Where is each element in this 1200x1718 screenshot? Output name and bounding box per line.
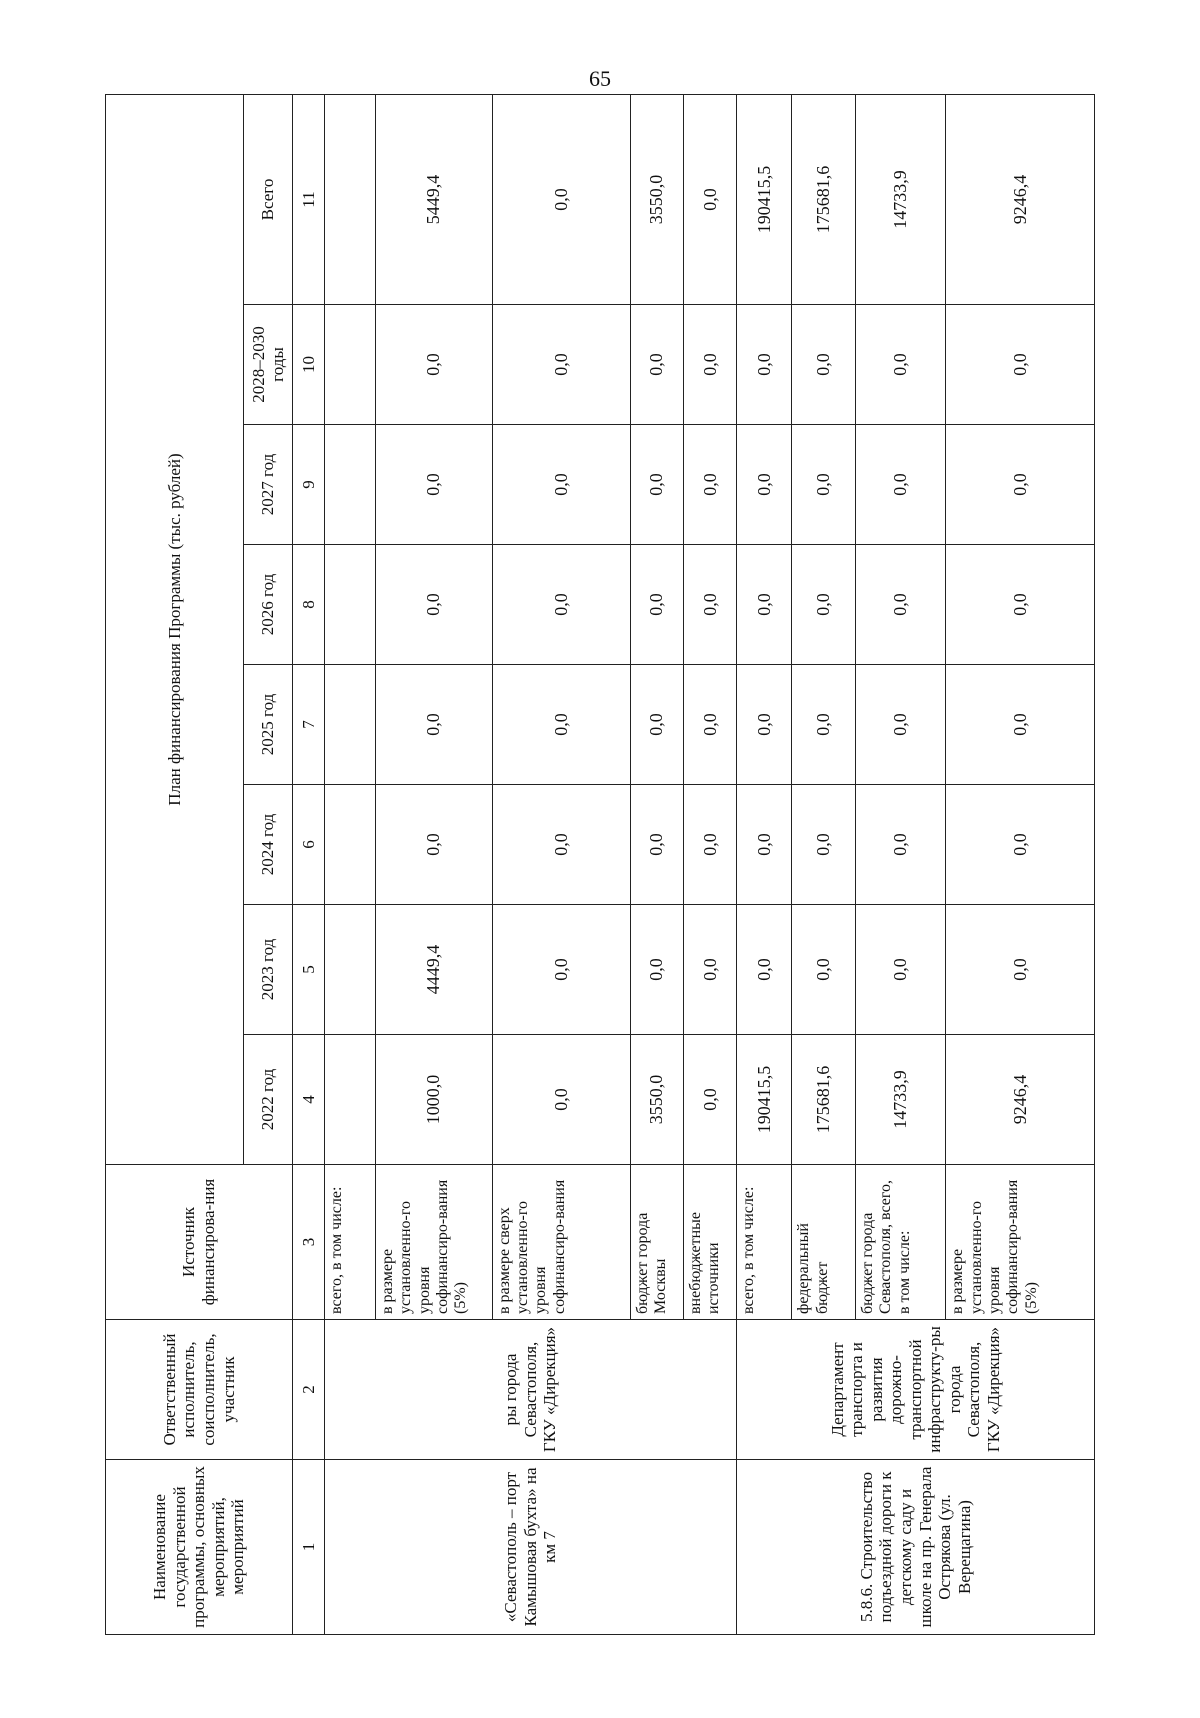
column-number: 8 [293, 545, 325, 665]
amount-cell: 0,0 [683, 1035, 736, 1165]
amount-cell: 0,0 [492, 95, 630, 305]
amount-cell: 0,0 [737, 665, 792, 785]
amount-cell: 0,0 [630, 305, 683, 425]
header-year: 2024 год [244, 785, 293, 905]
amount-cell: 0,0 [630, 785, 683, 905]
amount-cell: 0,0 [492, 1035, 630, 1165]
amount-cell: 0,0 [946, 785, 1095, 905]
amount-cell: 0,0 [792, 545, 856, 665]
amount-cell: 0,0 [737, 785, 792, 905]
funding-source: в размере сверх установленно-го уровня софинансиро-вания [492, 1165, 630, 1320]
header-year: 2022 год [244, 1035, 293, 1165]
amount-cell: 0,0 [855, 785, 945, 905]
amount-cell: 0,0 [630, 665, 683, 785]
amount-cell: 0,0 [855, 545, 945, 665]
funding-source: всего, в том числе: [737, 1165, 792, 1320]
amount-cell: 14733,9 [855, 95, 945, 305]
amount-cell: 175681,6 [792, 95, 856, 305]
column-numbers-row [293, 95, 325, 1635]
amount-cell: 0,0 [792, 785, 856, 905]
funding-source: всего, в том числе: [324, 1165, 375, 1320]
amount-cell: 0,0 [855, 425, 945, 545]
amount-cell: 0,0 [855, 665, 945, 785]
amount-cell: 0,0 [492, 305, 630, 425]
column-number: 5 [293, 905, 325, 1035]
amount-cell: 1000,0 [375, 1035, 492, 1165]
amount-cell: 0,0 [492, 545, 630, 665]
header-source: Источник финансирова-ния [106, 1165, 293, 1320]
amount-cell [324, 905, 375, 1035]
amount-cell: 0,0 [683, 665, 736, 785]
header-year: 2026 год [244, 545, 293, 665]
amount-cell [324, 95, 375, 305]
amount-cell: 0,0 [630, 905, 683, 1035]
amount-cell: 0,0 [630, 425, 683, 545]
responsible-executor: Департамент транспорта и развития дорожно-транспортной инфраструкту-ры города Севастополя, ГКУ «Дирекция» [737, 1320, 1095, 1460]
amount-cell: 0,0 [683, 305, 736, 425]
column-number: 1 [293, 1460, 325, 1635]
amount-cell: 3550,0 [630, 95, 683, 305]
amount-cell: 0,0 [737, 905, 792, 1035]
amount-cell: 0,0 [946, 905, 1095, 1035]
amount-cell: 0,0 [492, 665, 630, 785]
funding-source: в размере установленно-го уровня софинансиро-вания (5%) [946, 1165, 1095, 1320]
column-number: 3 [293, 1165, 325, 1320]
amount-cell [324, 305, 375, 425]
amount-cell: 0,0 [946, 665, 1095, 785]
amount-cell: 0,0 [375, 545, 492, 665]
header-row-1 [106, 95, 244, 1635]
amount-cell: 0,0 [737, 545, 792, 665]
amount-cell: 190415,5 [737, 1035, 792, 1165]
amount-cell [324, 545, 375, 665]
amount-cell: 0,0 [375, 425, 492, 545]
amount-cell [324, 1035, 375, 1165]
header-year: 2023 год [244, 905, 293, 1035]
amount-cell: 0,0 [792, 665, 856, 785]
amount-cell: 0,0 [946, 545, 1095, 665]
funding-source: внебюджетные источники [683, 1165, 736, 1320]
table-row [737, 95, 792, 1635]
header-name: Наименование государственной программы, основных мероприятий, мероприятий [106, 1460, 293, 1635]
header-plan: План финансирования Программы (тыс. рублей) [106, 95, 244, 1165]
header-responsible: Ответственный исполнитель, соисполнитель, участник [106, 1320, 293, 1460]
header-year: Всего [244, 95, 293, 305]
amount-cell: 0,0 [375, 785, 492, 905]
event-name: 5.8.6. Строительство подъездной дороги к детскому саду и школе на пр. Генерала Острякова (ул. Верещагина) [737, 1460, 1095, 1635]
column-number: 6 [293, 785, 325, 905]
funding-source: бюджет города Севастополя, всего, в том числе: [855, 1165, 945, 1320]
amount-cell: 14733,9 [855, 1035, 945, 1165]
amount-cell [324, 665, 375, 785]
amount-cell [324, 425, 375, 545]
amount-cell: 0,0 [737, 425, 792, 545]
amount-cell: 0,0 [737, 305, 792, 425]
amount-cell: 0,0 [855, 305, 945, 425]
amount-cell [324, 785, 375, 905]
amount-cell: 175681,6 [792, 1035, 856, 1165]
amount-cell: 0,0 [492, 425, 630, 545]
amount-cell: 0,0 [855, 905, 945, 1035]
column-number: 4 [293, 1035, 325, 1165]
amount-cell: 0,0 [683, 425, 736, 545]
amount-cell: 190415,5 [737, 95, 792, 305]
amount-cell: 9246,4 [946, 95, 1095, 305]
responsible-executor: ры города Севастополя, ГКУ «Дирекция» [324, 1320, 736, 1460]
column-number: 11 [293, 95, 325, 305]
header-year: 2028–2030 годы [244, 305, 293, 425]
amount-cell: 0,0 [946, 305, 1095, 425]
page-number: 65 [589, 66, 611, 91]
header-year: 2025 год [244, 665, 293, 785]
column-number: 2 [293, 1320, 325, 1460]
event-name: «Севастополь – порт Камышовая бухта» на км 7 [324, 1460, 736, 1635]
amount-cell: 0,0 [683, 545, 736, 665]
amount-cell: 0,0 [683, 785, 736, 905]
amount-cell: 0,0 [683, 905, 736, 1035]
funding-source: в размере установленно-го уровня софинансиро-вания (5%) [375, 1165, 492, 1320]
funding-source: федеральный бюджет [792, 1165, 856, 1320]
amount-cell: 0,0 [792, 425, 856, 545]
amount-cell: 0,0 [375, 665, 492, 785]
amount-cell: 0,0 [792, 305, 856, 425]
amount-cell: 0,0 [492, 905, 630, 1035]
amount-cell: 0,0 [375, 305, 492, 425]
amount-cell: 0,0 [792, 905, 856, 1035]
amount-cell: 4449,4 [375, 905, 492, 1035]
amount-cell: 0,0 [630, 545, 683, 665]
amount-cell: 9246,4 [946, 1035, 1095, 1165]
amount-cell: 0,0 [946, 425, 1095, 545]
funding-source: бюджет города Москвы [630, 1165, 683, 1320]
column-number: 7 [293, 665, 325, 785]
table-row [324, 95, 375, 1635]
amount-cell: 3550,0 [630, 1035, 683, 1165]
column-number: 10 [293, 305, 325, 425]
rotated-table-wrapper [105, 95, 1095, 1635]
amount-cell: 0,0 [492, 785, 630, 905]
financing-table [105, 94, 1095, 1635]
amount-cell: 0,0 [683, 95, 736, 305]
amount-cell: 5449,4 [375, 95, 492, 305]
header-year: 2027 год [244, 425, 293, 545]
column-number: 9 [293, 425, 325, 545]
